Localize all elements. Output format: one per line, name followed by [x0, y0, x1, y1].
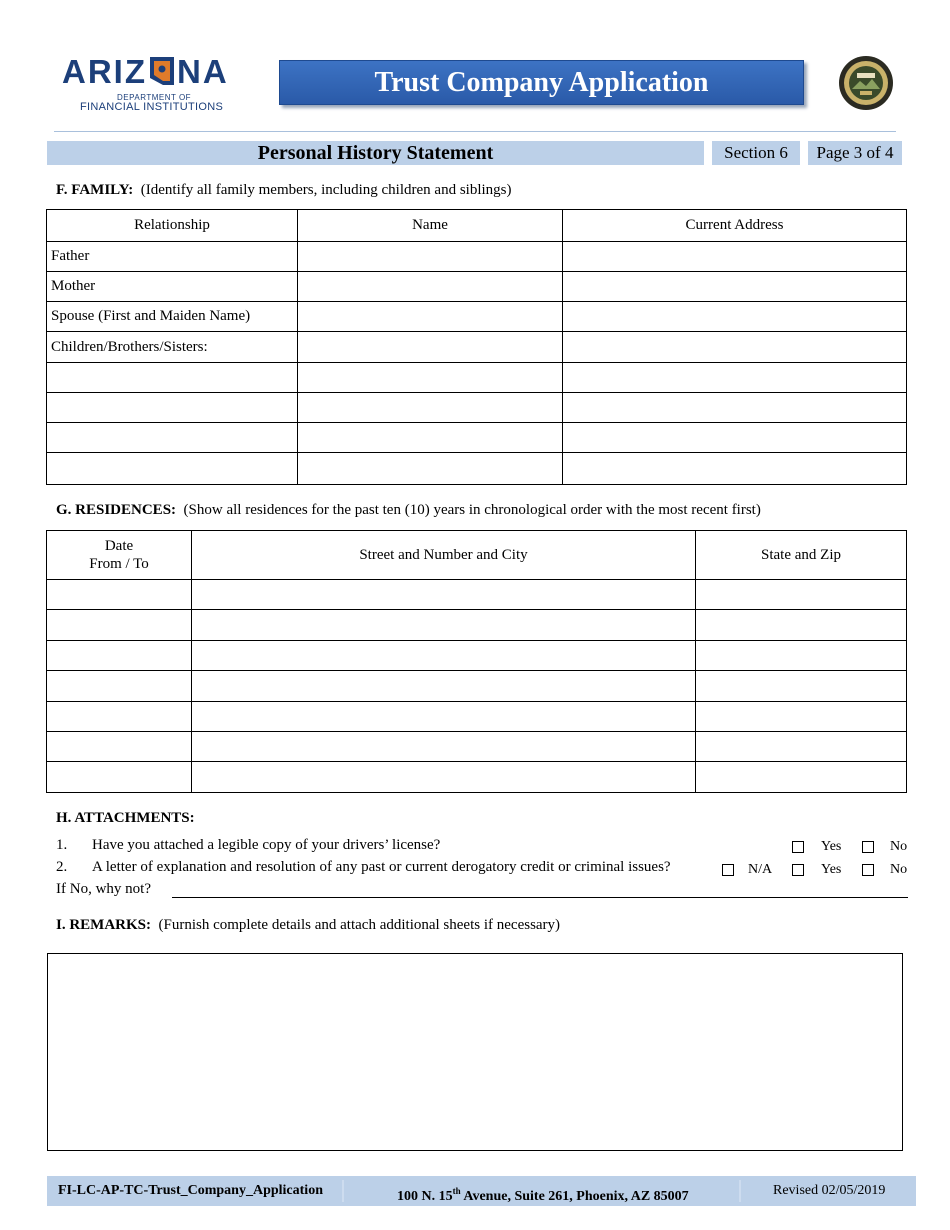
from-to-label: From / To — [89, 556, 149, 572]
date-field[interactable] — [47, 671, 192, 702]
table-row — [47, 762, 907, 793]
name-field[interactable] — [298, 302, 563, 332]
logo-subtitle-fi: FINANCIAL INSTITUTIONS — [80, 101, 224, 113]
address-field[interactable] — [563, 393, 907, 423]
residences-table — [46, 530, 907, 793]
relationship-field[interactable] — [47, 453, 298, 485]
column-header: Relationship — [47, 210, 298, 242]
relationship-cell: Spouse (First and Maiden Name) — [47, 302, 298, 332]
state-zip-field[interactable] — [696, 580, 907, 610]
item-number: 1. — [56, 837, 68, 853]
table-row — [47, 393, 907, 423]
yes-label: Yes — [821, 862, 842, 877]
why-not-underline — [172, 897, 908, 898]
explanation-letter-na-checkbox[interactable] — [722, 864, 734, 876]
relationship-field[interactable] — [47, 423, 298, 453]
explanation-letter-yes-checkbox[interactable] — [792, 864, 804, 876]
state-zip-field[interactable] — [696, 641, 907, 671]
date-field[interactable] — [47, 580, 192, 610]
footer-address: 100 N. 15th Avenue, Suite 261, Phoenix, AZ 85007 — [397, 1186, 689, 1204]
table-row — [47, 671, 907, 702]
relationship-cell: Mother — [47, 272, 298, 302]
yes-label: Yes — [821, 839, 842, 854]
state-zip-field[interactable] — [696, 762, 907, 793]
column-header: Street and Number and City — [192, 531, 696, 580]
address-field[interactable] — [563, 332, 907, 363]
name-field[interactable] — [298, 453, 563, 485]
attachment-question: A letter of explanation and resolution of any past or current derogatory credit or criminal issues? — [92, 859, 671, 875]
table-row — [47, 580, 907, 610]
why-not-field[interactable] — [176, 879, 906, 897]
street-field[interactable] — [192, 762, 696, 793]
address-field[interactable] — [563, 423, 907, 453]
table-row — [47, 610, 907, 641]
date-field[interactable] — [47, 610, 192, 641]
name-field[interactable] — [298, 272, 563, 302]
name-field[interactable] — [298, 332, 563, 363]
page-footer — [47, 1176, 916, 1206]
column-header: State and Zip — [696, 531, 907, 580]
drivers-license-yes-checkbox[interactable] — [792, 841, 804, 853]
name-field[interactable] — [298, 393, 563, 423]
street-field[interactable] — [192, 671, 696, 702]
street-field[interactable] — [192, 732, 696, 762]
street-field[interactable] — [192, 641, 696, 671]
attachment-question: Have you attached a legible copy of your drivers’ license? — [92, 837, 441, 853]
drivers-license-no-checkbox[interactable] — [862, 841, 874, 853]
footer-separator — [342, 1180, 344, 1202]
section-number: Section 6 — [724, 143, 788, 162]
if-no-label: If No, why not? — [56, 881, 151, 897]
remarks-heading: I. REMARKS: (Furnish complete details and attach additional sheets if necessary) — [56, 917, 561, 933]
state-zip-field[interactable] — [696, 732, 907, 762]
logo-subtitle-dept: DEPARTMENT OF — [117, 93, 192, 102]
state-shape-icon — [149, 56, 175, 86]
address-field[interactable] — [563, 242, 907, 272]
table-row — [47, 272, 907, 302]
state-seal-icon — [838, 55, 894, 111]
state-zip-field[interactable] — [696, 610, 907, 641]
page-number: Page 3 of 4 — [816, 143, 894, 162]
attachment-item-2 — [56, 859, 671, 876]
date-field[interactable] — [47, 732, 192, 762]
date-field[interactable] — [47, 702, 192, 732]
attachments-heading: H. ATTACHMENTS: — [56, 810, 195, 826]
page-title: Trust Company Application — [374, 66, 709, 98]
logo-wordmark: ARIZ NA — [62, 53, 229, 90]
residences-heading: G. RESIDENCES: (Show all residences for the past ten (10) years in chronological order with the most recent first) — [56, 502, 761, 518]
title-banner — [279, 60, 804, 105]
item-number: 2. — [56, 859, 68, 875]
column-header: Current Address — [563, 210, 907, 242]
explanation-letter-no-checkbox[interactable] — [862, 864, 874, 876]
table-row — [47, 423, 907, 453]
column-header-date — [47, 531, 192, 580]
relationship-field[interactable] — [47, 393, 298, 423]
address-field[interactable] — [563, 453, 907, 485]
address-field[interactable] — [563, 272, 907, 302]
street-field[interactable] — [192, 580, 696, 610]
date-field[interactable] — [47, 762, 192, 793]
table-row — [47, 641, 907, 671]
remarks-textarea[interactable] — [47, 953, 903, 1151]
relationship-cell: Father — [47, 242, 298, 272]
no-label: No — [890, 862, 908, 877]
table-row — [47, 242, 907, 272]
state-zip-field[interactable] — [696, 671, 907, 702]
street-field[interactable] — [192, 610, 696, 641]
relationship-cell: Children/Brothers/Sisters: — [47, 332, 298, 363]
address-field[interactable] — [563, 363, 907, 393]
name-field[interactable] — [298, 242, 563, 272]
name-field[interactable] — [298, 363, 563, 393]
section-title: Personal History Statement — [257, 142, 494, 164]
header-divider — [54, 131, 896, 132]
revised-date: Revised 02/05/2019 — [773, 1183, 886, 1198]
street-field[interactable] — [192, 702, 696, 732]
agency-logo — [62, 52, 242, 114]
no-label: No — [890, 839, 908, 854]
date-field[interactable] — [47, 641, 192, 671]
form-id: FI-LC-AP-TC-Trust_Company_Application — [58, 1183, 323, 1198]
state-zip-field[interactable] — [696, 702, 907, 732]
family-heading: F. FAMILY: (Identify all family members, including children and siblings) — [56, 182, 512, 198]
section-bar-separator — [704, 141, 712, 165]
footer-separator — [739, 1180, 741, 1202]
relationship-field[interactable] — [47, 363, 298, 393]
date-label: Date — [104, 538, 134, 554]
family-table — [46, 209, 907, 485]
table-row — [47, 453, 907, 485]
table-row — [47, 332, 907, 363]
attachment-item-1 — [56, 837, 441, 854]
name-field[interactable] — [298, 423, 563, 453]
section-bar — [47, 141, 902, 165]
column-header: Name — [298, 210, 563, 242]
table-row — [47, 702, 907, 732]
na-label: N/A — [748, 862, 773, 877]
table-row — [47, 302, 907, 332]
table-row — [47, 732, 907, 762]
table-header-row — [47, 210, 907, 242]
address-field[interactable] — [563, 302, 907, 332]
section-bar-separator — [800, 141, 808, 165]
table-row — [47, 363, 907, 393]
table-header-row — [47, 531, 907, 580]
